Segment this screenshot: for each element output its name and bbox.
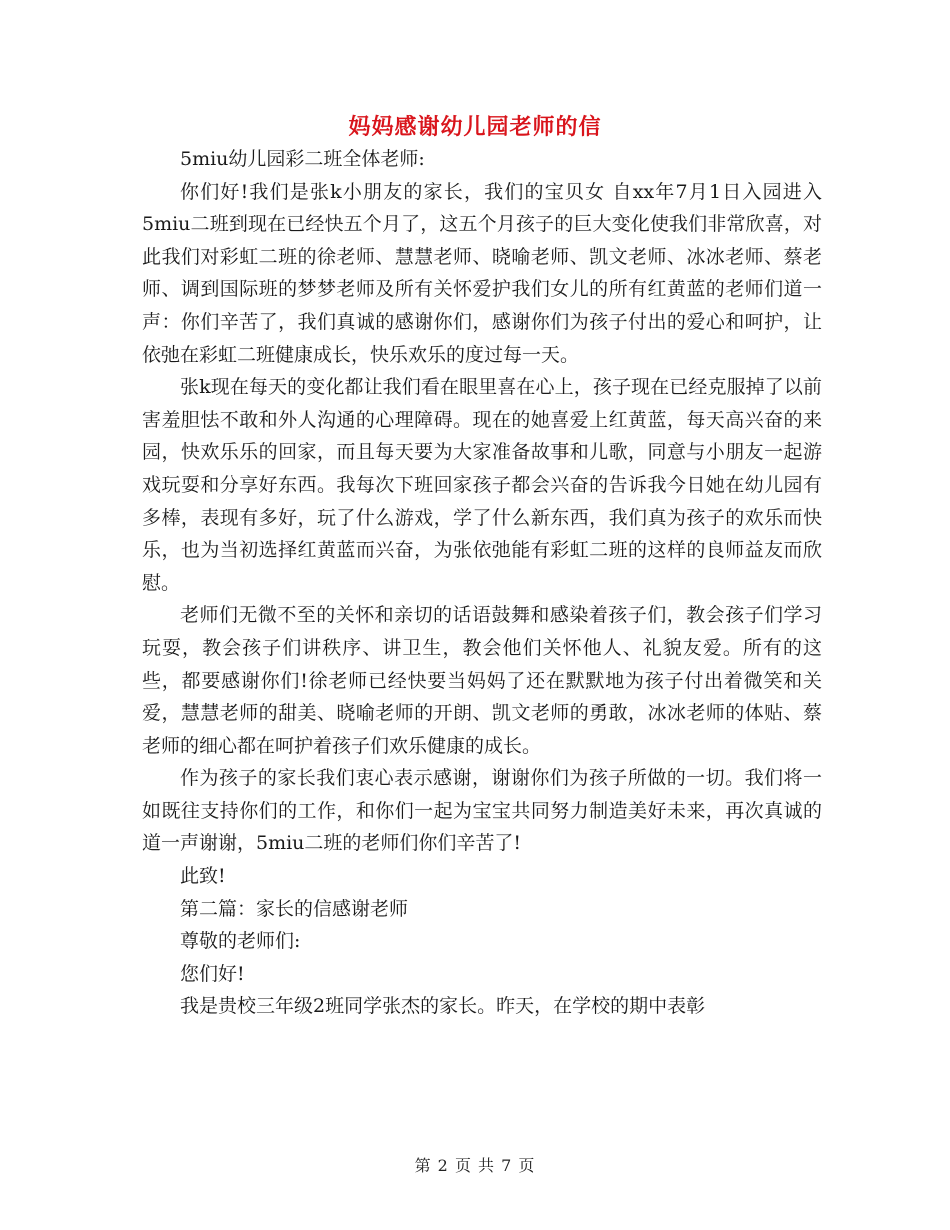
closing-paragraph: 此致! xyxy=(180,865,226,888)
body-paragraph: 作为孩子的家长我们衷心表示感谢，谢谢你们为孩子所做的一切。我们将一如既往支持你们的工作，和你们一起为宝宝共同努力制造美好未来，再次真诚的道一声谢谢，5miu二班的老师们你们辛苦了! xyxy=(142,767,822,855)
document-title: 妈妈感谢幼儿园老师的信 xyxy=(348,114,602,140)
greeting-paragraph: 您们好! xyxy=(180,962,245,985)
document-body xyxy=(142,143,822,1023)
salutation-paragraph: 5miu幼儿园彩二班全体老师: xyxy=(180,148,425,170)
body-paragraph: 老师们无微不至的关怀和亲切的话语鼓舞和感染着孩子们，教会孩子们学习玩耍，教会孩子们讲秩序、讲卫生，教会他们关怀他人、礼貌友爱。所有的这些，都要感谢你们!徐老师已经快要当妈妈了还在默默地为孩子付出着微笑和关爱，慧慧老师的甜美、晓喻老师的开朗、凯文老师的勇敢，冰冰老师的体贴、蔡老师的细心都在呵护着孩子们欢乐健康的成长。 xyxy=(142,604,822,757)
body-paragraph: 张k现在每天的变化都让我们看在眼里喜在心上，孩子现在已经克服掉了以前害羞胆怯不敢和外人沟通的心理障碍。现在的她喜爱上红黄蓝，每天高兴奋的来园，快欢乐乐的回家，而且每天要为大家准备故事和儿歌，同意与小朋友一起游戏玩耍和分享好东西。我每次下班回家孩子都会兴奋的告诉我今日她在幼儿园有多棒，表现有多好，玩了什么游戏，学了什么新东西，我们真为孩子的欢乐而快乐，也为当初选择红黄蓝而兴奋，为张依弛能有彩虹二班的这样的良师益友而欣慰。 xyxy=(142,376,822,594)
body-paragraph: 我是贵校三年级2班同学张杰的家长。昨天，在学校的期中表彰 xyxy=(180,995,706,1018)
page-number-footer: 第 2 页 共 7 页 xyxy=(414,1156,536,1175)
body-paragraph: 你们好!我们是张k小朋友的家长，我们的宝贝女 自xx年7月1日入园进入5miu二班到现在已经快五个月了，这五个月孩子的巨大变化使我们非常欣喜，对此我们对彩虹二班的徐老师、慧慧老师、晓喻老师、凯文老师、冰冰老师、蔡老师、调到国际班的梦梦老师及所有关怀爱护我们女儿的所有红黄蓝的老师们道一声：你们辛苦了，我们真诚的感谢你们，感谢你们为孩子付出的爱心和呵护，让依弛在彩虹二班健康成长，快乐欢乐的度过每一天。 xyxy=(142,180,822,366)
salutation-paragraph: 尊敬的老师们: xyxy=(180,930,301,953)
section-heading: 第二篇：家长的信感谢老师 xyxy=(180,897,409,920)
